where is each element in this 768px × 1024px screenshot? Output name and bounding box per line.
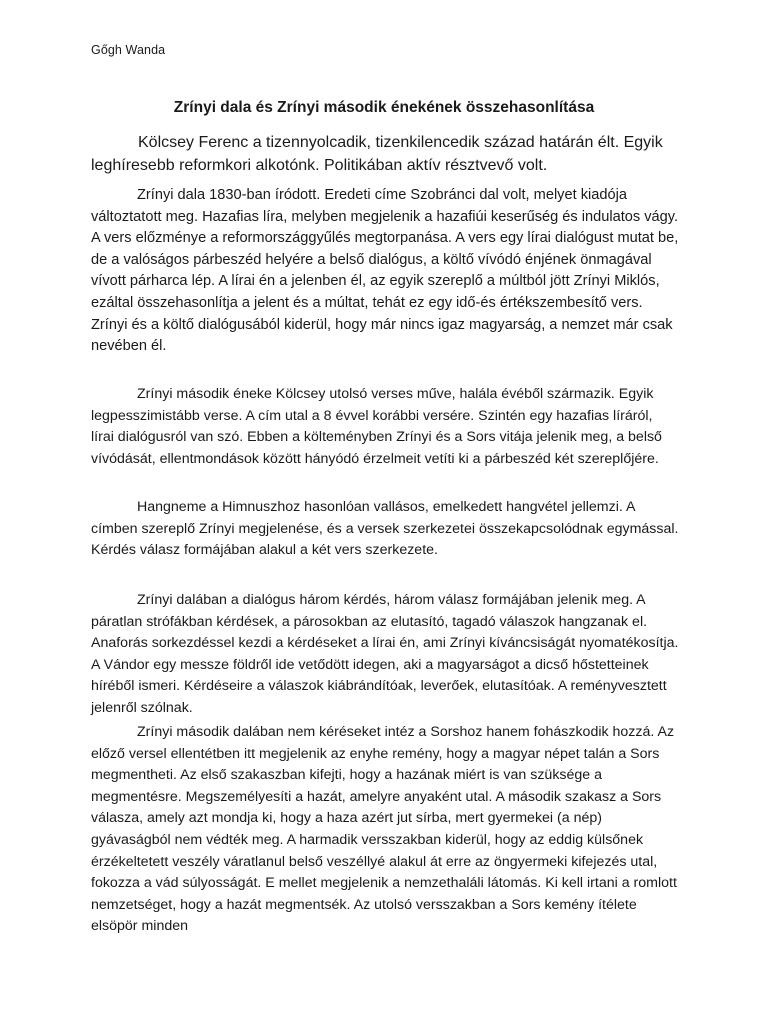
- author-name: Gőgh Wanda: [91, 43, 166, 57]
- paragraph-2: Zrínyi dala 1830-ban íródott. Eredeti címe Szobránci dal volt, melyet kiadója változtatott meg. Hazafias líra, melyben megjelenik a hazafiúi keserűség és indulatos vágy. A vers előzménye a reformországgyűlés megtorpanása. A vers egy lírai dialógust mutat be, de a valóságos párbeszéd helyére a belső dialógus, a költő vívódó énjének önmagával vívott párharca lép. A lírai én a jelenben él, az egyik szereplő a múltból jött Zrínyi Miklós, ezáltal összehasonlítja a jelent és a múltat, tehát ez egy idő-és értékszembesítő vers. Zrínyi és a költő dialógusából kiderül, hogy már nincs igaz magyarság, a nemzet már csak nevében él.: [91, 187, 679, 355]
- document-title: Zrínyi dala és Zrínyi második énekének összehasonlítása: [173, 99, 595, 116]
- paragraph-5: Zrínyi dalában a dialógus három kérdés, három válasz formájában jelenik meg. A páratlan strófákban kérdések, a párosokban az elutasító, tagadó válaszok hangzanak el. Anaforás sorkezdéssel kezdi a kérdéseket a lírai én, ami Zrínyi kíváncsiságát nyomatékosítja. A Vándor egy messze földről ide vetődött idegen, aki a magyarságot a dicső hőstetteinek híréből ismeri. Kérdéseire a válaszok kiábrándítóak, leverőek, elutasítóak. A reményvesztett jelenről szólnak.: [91, 592, 679, 716]
- paragraph-4: Hangneme a Himnuszhoz hasonlóan vallásos, emelkedett hangvétel jellemzi. A címben szereplő Zrínyi megjelenése, és a versek szerkezetei összekapcsolódnak egymással. Kérdés válasz formájában alakul a két vers szerkezete.: [91, 499, 679, 559]
- paragraph-1: Kölcsey Ferenc a tizennyolcadik, tizenkilencedik század határán élt. Egyik leghíresebb reformkori alkotónk. Politikában aktív résztvevő volt.: [91, 134, 663, 174]
- paragraph-3: Zrínyi második éneke Kölcsey utolsó verses műve, halála évéből származik. Egyik legpesszimistább verse. A cím utal a 8 évvel korábbi versére. Szintén egy hazafias líráról, lírai dialógusról van szó. Ebben a költeményben Zrínyi és a Sors vitája jelenik meg, a belső vívódását, ellentmondások között hányódó érzelmeit vetíti ki a párbeszéd két szereplőjére.: [91, 386, 662, 467]
- paragraph-6: Zrínyi második dalában nem kéréseket intéz a Sorshoz hanem fohászkodik hozzá. Az előző versel ellentétben itt megjelenik az enyhe remény, hogy a magyar népet talán a Sors megmentheti. Az első szakaszban kifejti, hogy a hazának miért is van szüksége a megmentésre. Megszemélyesíti a hazát, amelyre anyaként utal. A második szakasz a Sors válasza, amely azt mondja ki, hogy a haza azért jut sírba, mert gyermekei (a nép) gyávaságból nem védték meg. A harmadik versszakban kiderül, hogy az eddig külsőnek érzékeltetett veszély váratlanul belső veszéllyé alakul át erre az öngyermeki kifejezés utal, fokozza a vád súlyosságát. E mellet megjelenik a nemzethaláli látomás. Ki kell irtani a romlott nemzetséget, hogy a hazát megmentsék. Az utolsó versszakban a Sors kemény ítélete elsöpör minden: [91, 724, 677, 935]
